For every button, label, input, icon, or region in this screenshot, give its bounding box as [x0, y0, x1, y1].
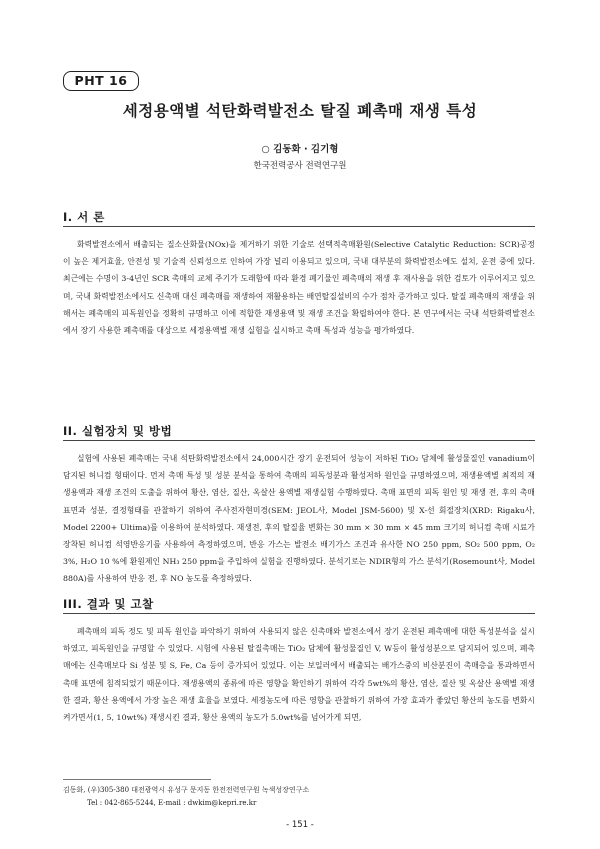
- section-rule: [63, 440, 535, 441]
- footnote-address: 김동화, (우)305-380 대전광역시 유성구 문지동 한전전력연구원 녹색성장연구소: [63, 786, 310, 794]
- affiliation: 한국전력공사 전력연구원: [253, 161, 347, 171]
- section-body-results: 폐촉매의 피독 정도 및 피독 원인을 파악하기 위하여 사용되지 않은 신촉매와 발전소에서 장기 운전된 폐촉매에 대한 특성분석을 실시하였고, 피독원인을 규명할 수 있었다. 시험에 사용된 탈질촉매는 TiO₂ 담체에 활성물질인 V, W등이 활성성분으로 담지되어 있으며, 폐촉매에는 신촉매보다 Si 성분 및 S, Fe, Ca 등이 증가되어 있었다. 이는 보일러에서 배출되는 배가스중의 비산분진이 촉매층을 통과하면서 촉매 표면에 침적되었기 때문이다. 재생용액의 종류에 따른 영향을 확인하기 위하여 각각 5wt%의 황산, 염산, 질산 및 옥살산 용액별 재생한 결과, 황산 용액에서 가장 높은 재생 효율을 보였다. 세정농도에 따른 영향을 관찰하기 위하여 가장 효과가 좋았던 황산의 농도를 변화시켜가면서(1, 5, 10wt%) 재생시킨 결과, 황산 용액의 농도가 5.0wt%를 넘어가게 되면,: [63, 627, 535, 723]
- paper-title: 세정용액별 석탄화력발전소 탈질 폐촉매 재생 특성: [122, 102, 478, 120]
- section-rule: [63, 613, 535, 614]
- section-heading-methods: II. 실험장치 및 방법: [63, 424, 173, 438]
- section-body-methods: 실험에 사용된 폐촉매는 국내 석탄화력발전소에서 24,000시간 장기 운전되어 성능이 저하된 TiO₂ 담체에 활성물질인 vanadium이 담지된 허니컴 형태이다. 먼저 촉매 특성 및 성분 분석을 통하여 촉매의 피독성분과 활성저하 원인을 규명하였으며, 재생용액별 최적의 재생용액과 재생 조건의 도출을 위하여 황산, 염산, 질산, 옥살산 용액별 재생실험 수행하였다. 촉매 표면의 피독 원인 및 재생 전, 후의 촉매 표면과 성분, 결정형태를 관찰하기 위하여 주사전자현미경(SEM: JEOL사, Model JSM-5600) 및 X-선 회절장치(XRD: Rigaku사, Model 2200+ Ultima)를 이용하여 분석하였다. 재생전, 후의 탈질율 변화는 30 mm × 30 mm × 45 mm 크기의 허니컴 촉매 시료가 장착된 허니컴 석영반응기를 사용하여 측정하였으며, 반응 가스는 발전소 배기가스 조건과 유사한 NO 250 ppm, SO₂ 500 ppm, O₂ 3%, H₂O 10 %에 환원제인 NH₃ 250 ppm을 주입하여 실험을 진행하였다. 분석기로는 NDIR형의 가스 분석기(Rosemount사, Model 880A)를 사용하여 반응 전, 후 NO 농도를 측정하였다.: [63, 454, 535, 584]
- footnote-contact: Tel : 042-865-5244, E-mail : dwkim@kepri.re.kr: [87, 799, 257, 807]
- footnote-rule: [63, 779, 211, 780]
- section-heading-intro: I. 서 론: [63, 210, 105, 224]
- session-tag: PHT 16: [63, 71, 139, 91]
- footnote: [63, 784, 309, 810]
- section-rule: [63, 226, 535, 227]
- section-heading-results: III. 결과 및 고찰: [63, 597, 154, 611]
- section-body-intro: 화력발전소에서 배출되는 질소산화물(NOx)을 제거하기 위한 기술로 선택적촉매환원(Selective Catalytic Reduction: SCR)공정이 높은 제거효율, 안전성 및 기술적 신뢰성으로 인하여 가장 널리 이용되고 있으며, 국내 대부분의 화력발전소에도 설치, 운전 중에 있다. 최근에는 수명이 3-4년인 SCR 촉매의 교체 주기가 도래함에 따라 환경 폐기물인 폐촉매의 재생 후 재사용을 위한 검토가 이루어지고 있으며, 국내 화력발전소에서도 신촉매 대신 폐촉매를 재생하여 재활용하는 배연탈질설비의 수가 점차 증가하고 있다. 탈질 폐촉매의 재생을 위해서는 폐촉매의 피독원인을 정확히 규명하고 이에 적합한 재생용액 및 재생 조건을 확립하여야 한다. 본 연구에서는 국내 석탄화력발전소에서 장기 사용한 폐촉매를 대상으로 세정용액별 재생 실험을 실시하고 촉매 특성과 성능을 평가하였다.: [63, 240, 535, 336]
- page-number: - 151 -: [286, 820, 314, 830]
- authors: ○ 김동화 · 김기형: [261, 144, 339, 155]
